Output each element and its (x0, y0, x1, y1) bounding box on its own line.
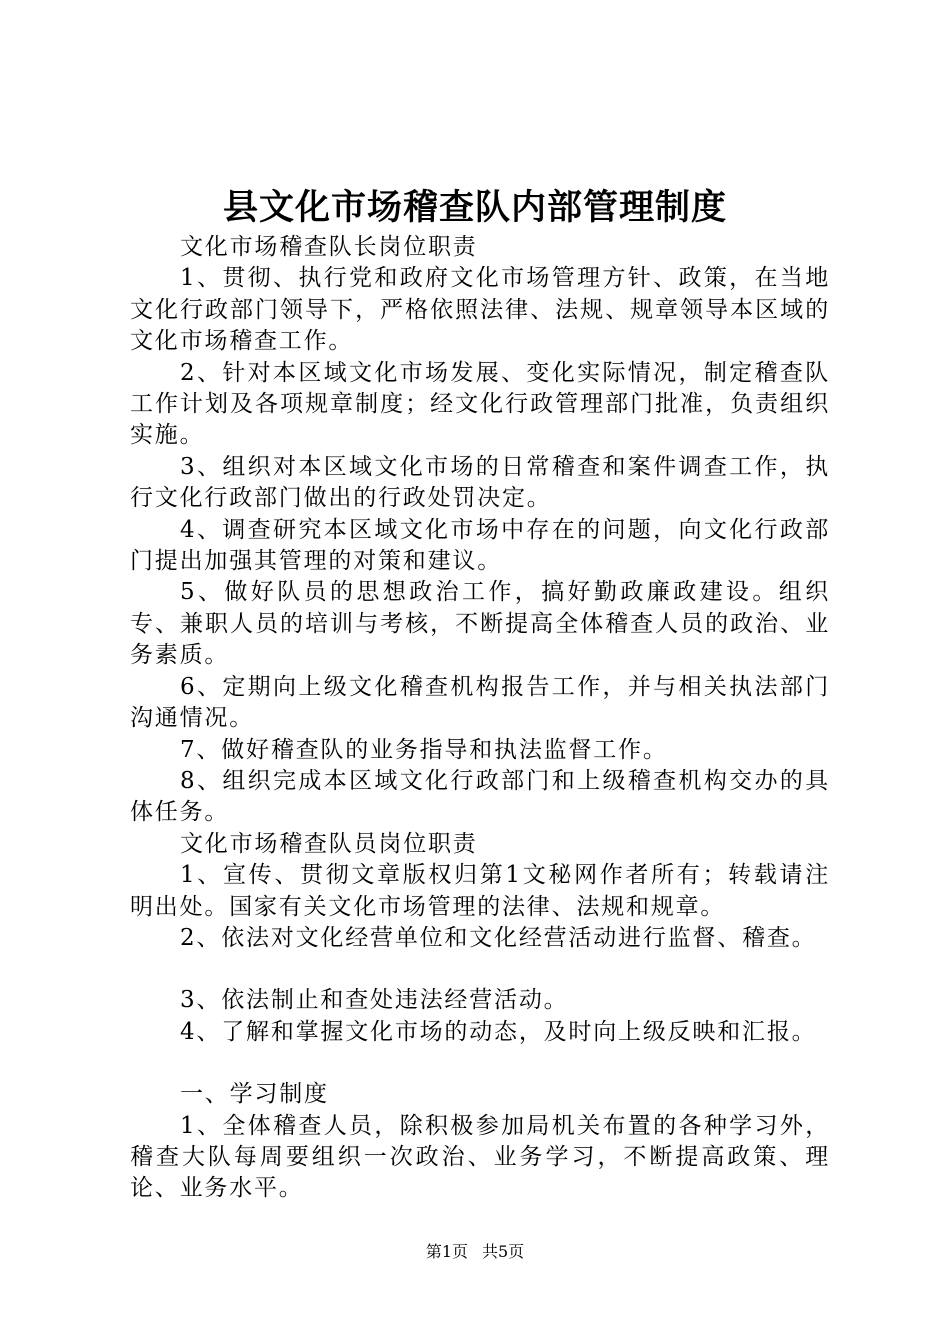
paragraph: 6、定期向上级文化稽查机构报告工作，并与相关执法部门沟通情况。 (130, 673, 830, 732)
paragraph: 2、依法对文化经营单位和文化经营活动进行监督、稽查。 (180, 924, 817, 951)
document-body (130, 232, 830, 1205)
page-total: 共5页 (482, 1242, 525, 1261)
paragraph: 1、宣传、贯彻文章版权归第1文秘网作者所有；转载请注明出处。国家有关文化市场管理的法律、法规和规章。 (130, 862, 830, 920)
page-number: 第1页 (425, 1242, 468, 1261)
paragraph: 7、做好稽查队的业务指导和执法监督工作。 (180, 736, 668, 763)
blank-line (130, 954, 830, 985)
paragraph: 5、做好队员的思想政治工作，搞好勤政廉政建设。组织专、兼职人员的培训与考核，不断提高全体稽查人员的政治、业务素质。 (130, 579, 830, 669)
section-heading-study-system: 一、学习制度 (180, 1081, 329, 1108)
paragraph: 3、依法制止和查处违法经营活动。 (180, 987, 569, 1014)
paragraph: 1、全体稽查人员，除积极参加局机关布置的各种学习外，稽查大队每周要组织一次政治、业务学习，不断提高政策、理论、业务水平。 (130, 1112, 830, 1202)
section-heading-captain-duties: 文化市场稽查队长岗位职责 (180, 234, 478, 260)
paragraph: 1、贯彻、执行党和政府文化市场管理方针、政策，在当地文化行政部门领导下，严格依照法律、法规、规章领导本区域的文化市场稽查工作。 (130, 265, 830, 355)
paragraph: 3、组织对本区域文化市场的日常稽查和案件调查工作，执行文化行政部门做出的行政处罚决定。 (130, 453, 830, 512)
blank-line (130, 1048, 830, 1079)
section-heading-member-duties: 文化市场稽查队员岗位职责 (180, 830, 478, 857)
page-footer (0, 1240, 950, 1264)
paragraph: 4、调查研究本区域文化市场中存在的问题，向文化行政部门提出加强其管理的对策和建议。 (130, 516, 830, 575)
paragraph: 2、针对本区域文化市场发展、变化实际情况，制定稽查队工作计划及各项规章制度；经文化行政管理部门批准，负责组织实施。 (130, 359, 830, 449)
paragraph: 4、了解和掌握文化市场的动态，及时向上级反映和汇报。 (180, 1018, 817, 1045)
paragraph: 8、组织完成本区域文化行政部门和上级稽查机构交办的具体任务。 (130, 767, 830, 826)
document-title: 县文化市场稽查队内部管理制度 (222, 187, 727, 228)
